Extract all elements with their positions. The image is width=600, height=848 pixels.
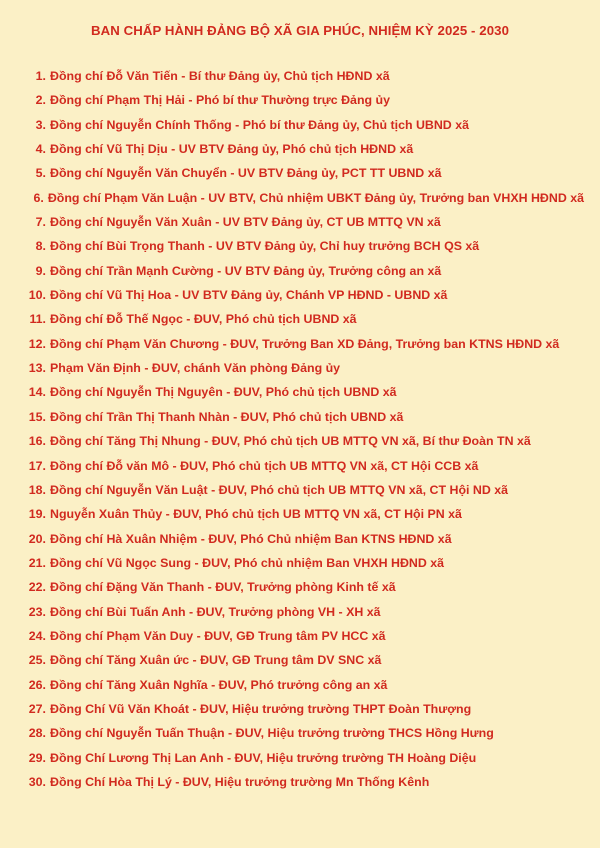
item-number: 7. (35, 215, 46, 230)
item-text: Đồng chí Hà Xuân Nhiệm - ĐUV, Phó Chủ nhiệm Ban KTNS HĐND xã (50, 531, 452, 546)
item-text: Đồng chí Nguyễn Văn Luật - ĐUV, Phó chủ tịch UB MTTQ VN xã, CT Hội ND xã (50, 482, 509, 497)
item-number: 13. (28, 361, 46, 376)
list-item (24, 139, 584, 163)
list-item (24, 675, 584, 699)
item-text: Đồng chí Vũ Thị Hoa - UV BTV Đảng ủy, Chánh VP HĐND - UBND xã (50, 288, 448, 303)
item-text: Đồng chí Nguyễn Văn Xuân - UV BTV Đảng ủy, CT UB MTTQ VN xã (50, 215, 441, 230)
list-item (24, 236, 584, 260)
list-item (24, 772, 584, 796)
list-item (24, 285, 584, 309)
item-number: 29. (28, 750, 46, 765)
list-item (24, 431, 584, 455)
item-text: Đồng chí Đỗ văn Mô - ĐUV, Phó chủ tịch UB MTTQ VN xã, CT Hội CCB xã (50, 458, 479, 473)
list-item (24, 163, 584, 187)
list-item (24, 261, 584, 285)
item-text: Đồng chí Bùi Trọng Thanh - UV BTV Đảng ủy, Chỉ huy trưởng BCH QS xã (50, 239, 480, 254)
list-item (24, 699, 584, 723)
item-text: Đồng chí Trần Thị Thanh Nhàn - ĐUV, Phó chủ tịch UBND xã (50, 409, 404, 424)
item-number: 22. (28, 580, 46, 595)
item-text: Đồng chí Tăng Xuân Nghĩa - ĐUV, Phó trưởng công an xã (50, 677, 388, 692)
item-number: 1. (35, 69, 46, 83)
list-item (24, 553, 584, 577)
item-text: Đồng Chí Vũ Văn Khoát - ĐUV, Hiệu trưởng trường THPT Đoàn Thượng (50, 701, 472, 716)
item-text: Đồng chí Trần Mạnh Cường - UV BTV Đảng ủy, Trưởng công an xã (50, 263, 442, 278)
item-text: Đồng chí Nguyễn Tuấn Thuận - ĐUV, Hiệu trưởng trường THCS Hồng Hưng (50, 726, 494, 741)
list-item (24, 504, 584, 528)
item-number: 19. (28, 507, 46, 522)
item-number: 14. (28, 385, 46, 400)
item-text: Đồng chí Nguyễn Văn Chuyển - UV BTV Đảng ủy, PCT TT UBND xã (50, 166, 442, 181)
item-text: Đồng chí Tăng Thị Nhung - ĐUV, Phó chủ tịch UB MTTQ VN xã, Bí thư Đoàn TN xã (50, 434, 531, 449)
item-number: 17. (28, 458, 46, 473)
item-number: 12. (28, 336, 46, 351)
item-text: Đồng chí Đỗ Văn Tiến - Bí thư Đảng ủy, Chủ tịch HĐND xã (50, 69, 390, 83)
item-number: 20. (28, 531, 46, 546)
item-text: Phạm Văn Định - ĐUV, chánh Văn phòng Đảng ủy (50, 361, 341, 376)
list-item (24, 212, 584, 236)
item-number: 15. (28, 409, 46, 424)
list-item (24, 602, 584, 626)
member-list (24, 66, 584, 796)
item-text: Đồng chí Phạm Văn Chương - ĐUV, Trưởng Ban XD Đảng, Trưởng ban KTNS HĐND xã (50, 336, 560, 351)
item-text: Đồng chí Nguyễn Thị Nguyên - ĐUV, Phó chủ tịch UBND xã (50, 385, 397, 400)
item-text: Đồng chí Phạm Thị Hải - Phó bí thư Thường trực Đảng ủy (50, 93, 390, 108)
list-item (24, 66, 584, 90)
list-item (24, 748, 584, 772)
list-item (24, 723, 584, 747)
list-item (24, 407, 584, 431)
item-text: Đồng chí Phạm Văn Duy - ĐUV, GĐ Trung tâm PV HCC xã (50, 628, 386, 643)
item-number: 28. (28, 726, 46, 741)
item-text: Đồng chí Vũ Thị Dịu - UV BTV Đảng ủy, Phó chủ tịch HĐND xã (50, 142, 414, 157)
list-item (24, 309, 584, 333)
item-number: 2. (35, 93, 46, 108)
list-item (24, 115, 584, 139)
item-text: Đồng chí Đỗ Thế Ngọc - ĐUV, Phó chủ tịch UBND xã (50, 312, 357, 327)
item-text: Đồng chí Bùi Tuấn Anh - ĐUV, Trưởng phòng VH - XH xã (50, 604, 381, 619)
page-title: BAN CHẤP HÀNH ĐẢNG BỘ XÃ GIA PHÚC, NHIỆM KỲ 2025 - 2030 (90, 23, 510, 38)
item-text: Đồng chí Đặng Văn Thanh - ĐUV, Trưởng phòng Kinh tế xã (50, 580, 396, 595)
item-number: 27. (28, 701, 46, 716)
item-number: 10. (28, 288, 46, 303)
list-item (24, 577, 584, 601)
item-number: 11. (29, 312, 46, 327)
item-number: 30. (28, 774, 46, 789)
item-number: 26. (28, 677, 46, 692)
list-item (24, 456, 584, 480)
item-number: 16. (28, 434, 46, 449)
list-item (24, 382, 584, 406)
item-text: Đồng chí Phạm Văn Luận - UV BTV, Chủ nhiệm UBKT Đảng ủy, Trưởng ban VHXH HĐND xã (47, 190, 584, 205)
item-number: 4. (35, 142, 46, 157)
item-number: 3. (35, 117, 46, 132)
list-item (24, 529, 584, 553)
list-item (24, 188, 584, 212)
item-text: Đồng Chí Hòa Thị Lý - ĐUV, Hiệu trưởng trường Mn Thống Kênh (50, 774, 430, 789)
list-item (24, 650, 584, 674)
item-text: Đồng Chí Lương Thị Lan Anh - ĐUV, Hiệu trưởng trường TH Hoàng Diệu (50, 750, 477, 765)
item-text: Đồng chí Tăng Xuân ức - ĐUV, GĐ Trung tâm DV SNC xã (50, 653, 382, 668)
list-item (24, 90, 584, 114)
item-number: 6. (33, 190, 44, 205)
item-number: 24. (28, 628, 46, 643)
list-item (24, 358, 584, 382)
item-number: 21. (28, 555, 46, 570)
item-number: 23. (28, 604, 46, 619)
item-number: 18. (28, 482, 46, 497)
list-item (24, 626, 584, 650)
item-text: Đồng chí Vũ Ngọc Sung - ĐUV, Phó chủ nhiệm Ban VHXH HĐND xã (50, 555, 445, 570)
item-number: 8. (35, 239, 46, 254)
item-text: Đồng chí Nguyễn Chính Thống - Phó bí thư Đảng ủy, Chủ tịch UBND xã (50, 117, 469, 132)
list-item (24, 480, 584, 504)
item-text: Nguyễn Xuân Thủy - ĐUV, Phó chủ tịch UB MTTQ VN xã, CT Hội PN xã (50, 507, 462, 522)
list-item (24, 334, 584, 358)
item-number: 5. (35, 166, 46, 181)
item-number: 25. (28, 653, 46, 668)
item-number: 9. (35, 263, 46, 278)
